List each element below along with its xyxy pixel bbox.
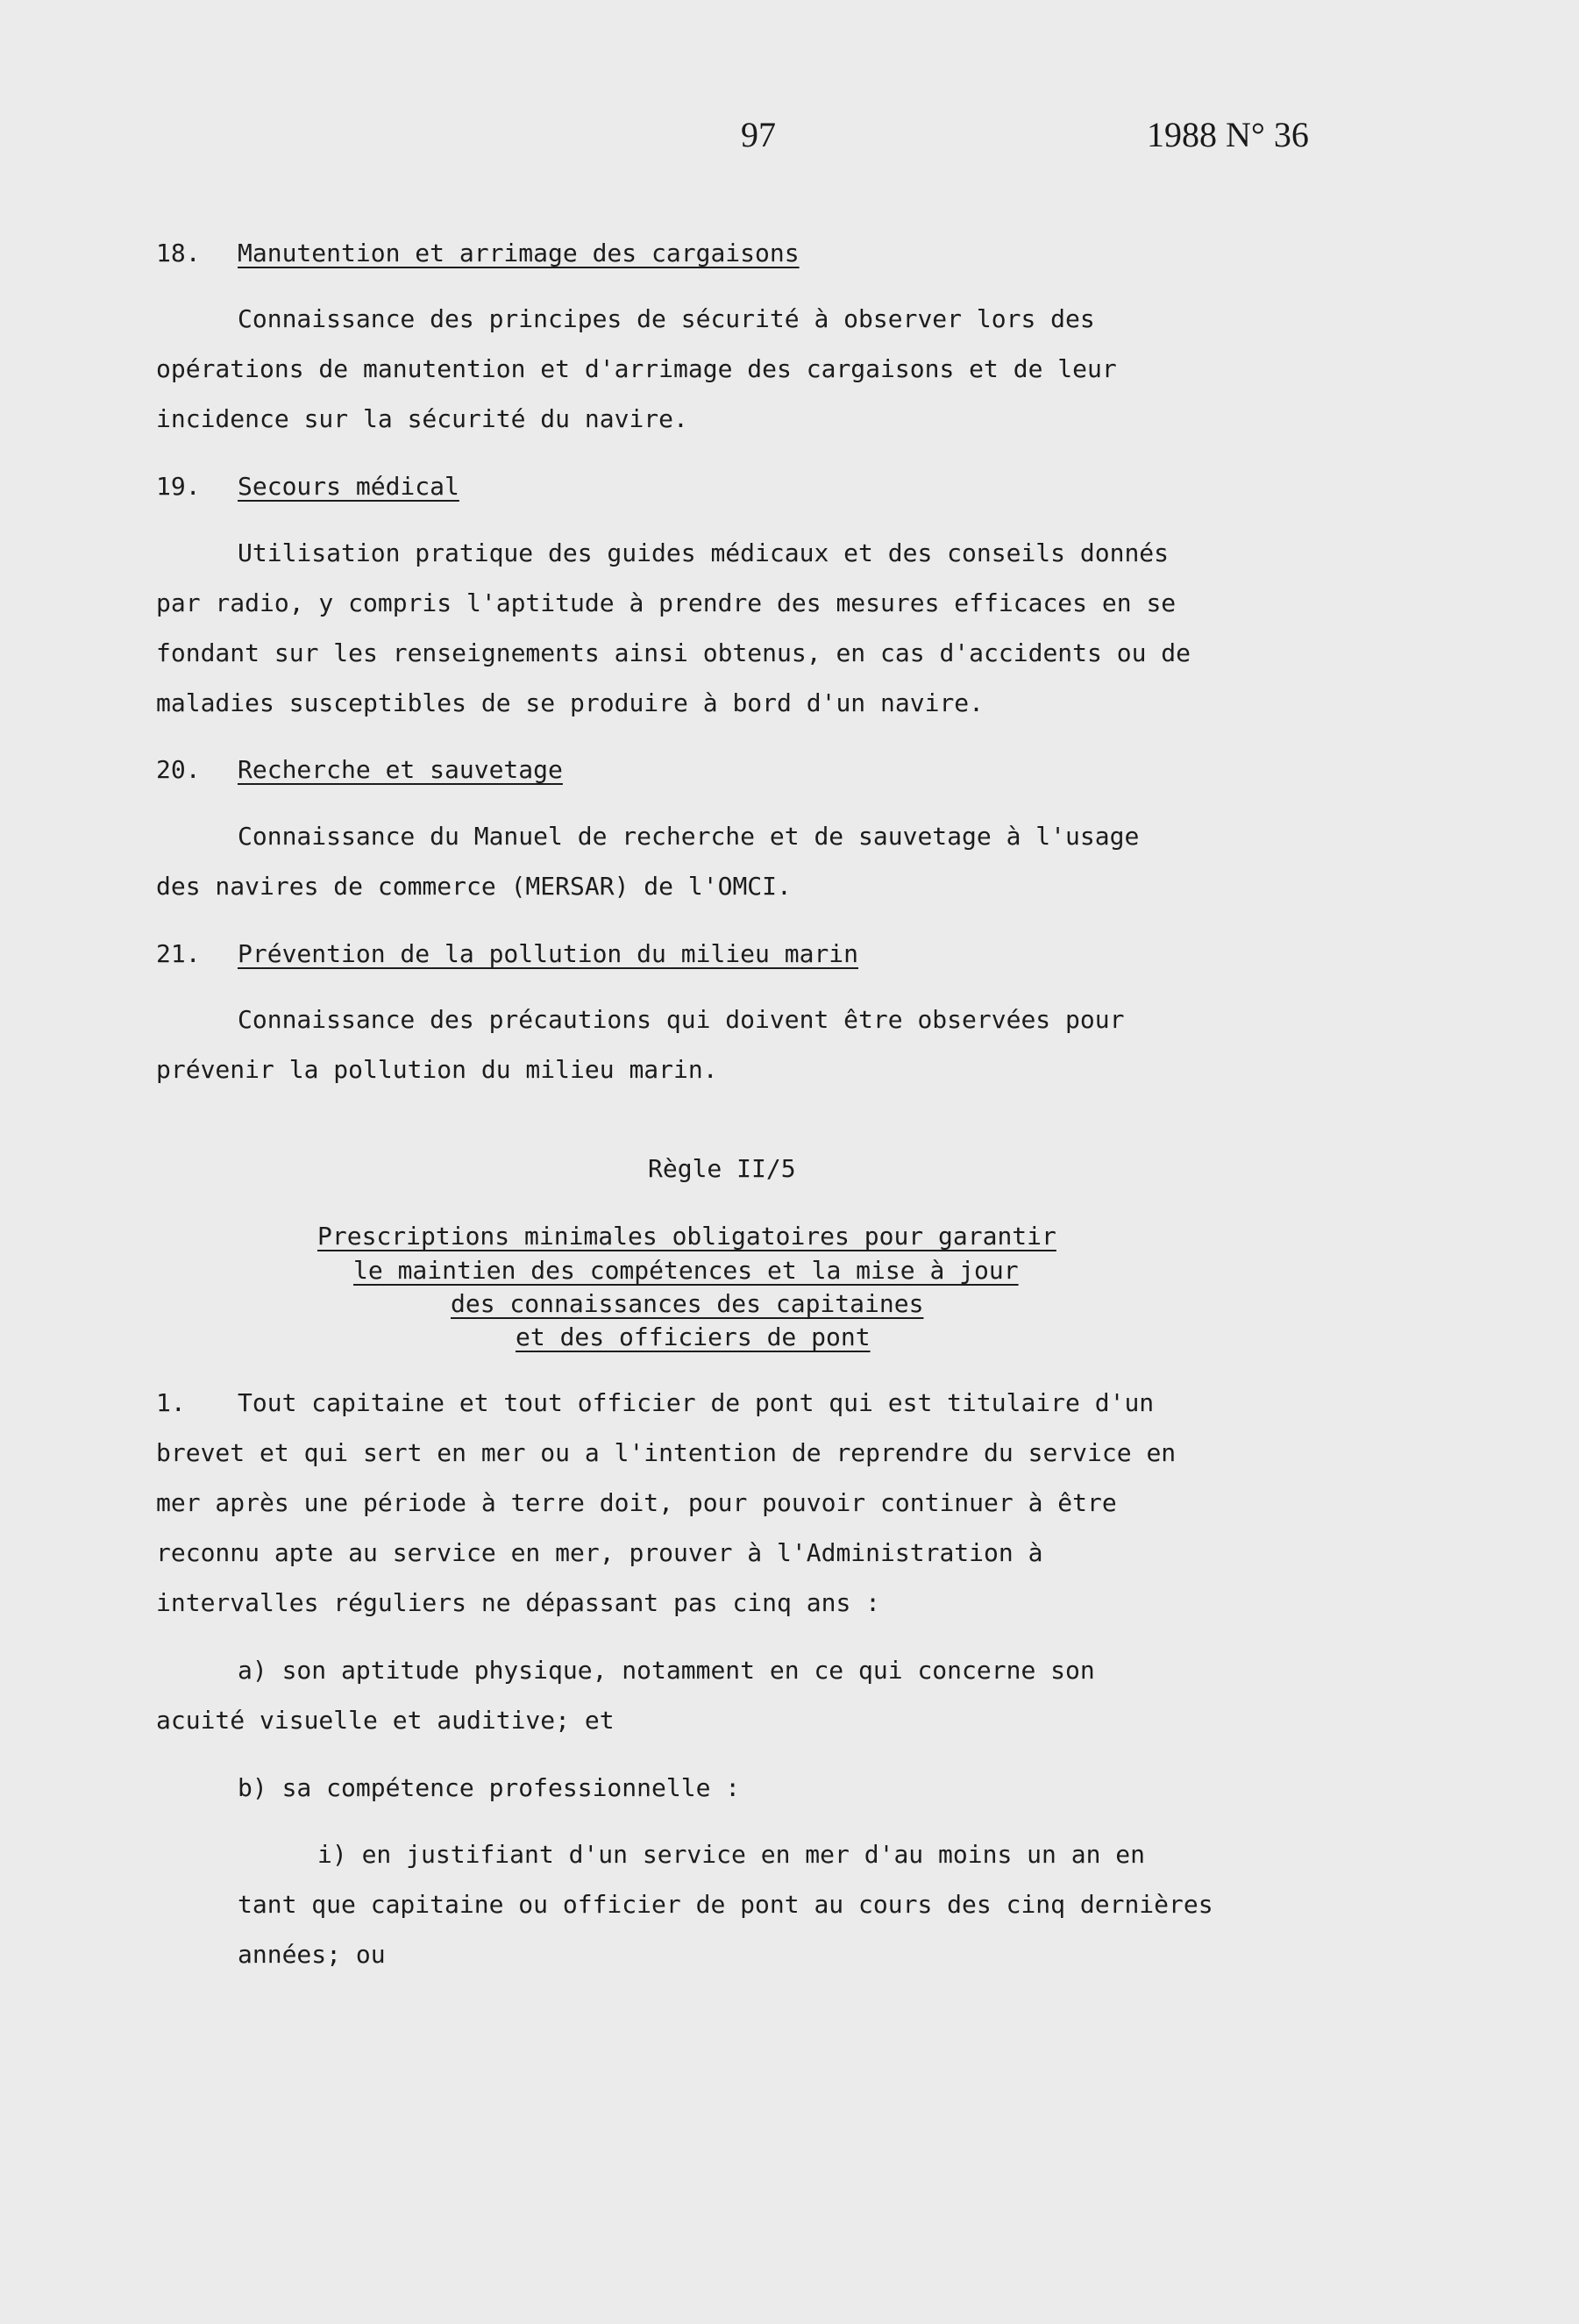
item-b-i-line: années; ou [238,1940,386,1969]
para-1-line: intervalles réguliers ne dépassant pas cinq ans : [156,1588,881,1617]
item-b-i-line: tant que capitaine ou officier de pont au cours des cinq dernières [238,1890,1213,1919]
section-20-line: des navires de commerce (MERSAR) de l'OMCI. [156,872,792,901]
para-1-line: mer après une période à terre doit, pour pouvoir continuer à être [156,1488,1117,1517]
regle-title-line: et des officiers de pont [516,1322,871,1351]
para-1-line: brevet et qui sert en mer ou a l'intention de reprendre du service en [156,1438,1177,1467]
section-20-title: Recherche et sauvetage [238,755,563,784]
section-19-number: 19. [156,472,201,501]
para-1-line: reconnu apte au service en mer, prouver à l'Administration à [156,1538,1043,1567]
item-a-line: a) son aptitude physique, notamment en ce qui concerne son [238,1656,1095,1685]
regle-title-line: des connaissances des capitaines [451,1289,924,1318]
section-18-title: Manutention et arrimage des cargaisons [238,239,800,267]
regle-title-line: Prescriptions minimales obligatoires pour garantir [317,1222,1056,1251]
section-18-line: Connaissance des principes de sécurité à observer lors des [238,304,1095,333]
regle-label: Règle II/5 [648,1154,796,1183]
section-19-title: Secours médical [238,472,459,501]
section-18-number: 18. [156,239,201,267]
section-19-line: par radio, y compris l'aptitude à prendre des mesures efficaces en se [156,588,1177,617]
page-number: 97 [741,115,776,154]
section-20-number: 20. [156,755,201,784]
section-21-number: 21. [156,939,201,968]
year-issue: 1988 N° 36 [1147,115,1309,154]
section-19-line: fondant sur les renseignements ainsi obtenus, en cas d'accidents ou de [156,638,1191,667]
para-1-line: Tout capitaine et tout officier de pont qui est titulaire d'un [238,1388,1155,1417]
section-21-line: Connaissance des précautions qui doivent être observées pour [238,1005,1125,1034]
section-19-line: Utilisation pratique des guides médicaux et des conseils donnés [238,538,1170,567]
item-a-line: acuité visuelle et auditive; et [156,1706,615,1735]
section-18-line: incidence sur la sécurité du navire. [156,404,688,433]
item-b-i-line: i) en justifiant d'un service en mer d'au moins un an en [317,1840,1146,1869]
section-21-line: prévenir la pollution du milieu marin. [156,1055,718,1084]
section-19-line: maladies susceptibles de se produire à bord d'un navire. [156,688,985,717]
section-18-line: opérations de manutention et d'arrimage des cargaisons et de leur [156,354,1117,383]
item-b-line: b) sa compétence professionnelle : [238,1773,741,1802]
section-21-title: Prévention de la pollution du milieu marin [238,939,859,968]
regle-title-line: le maintien des compétences et la mise à jour [353,1256,1019,1285]
para-1-number: 1. [156,1388,186,1417]
section-20-line: Connaissance du Manuel de recherche et de sauvetage à l'usage [238,822,1140,851]
